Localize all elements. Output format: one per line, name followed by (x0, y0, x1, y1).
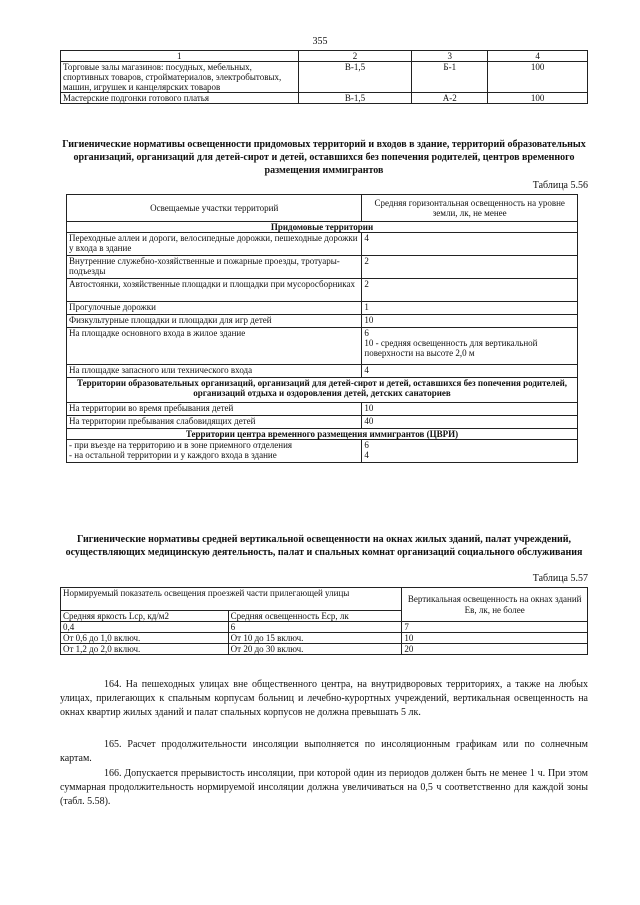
group-row (67, 429, 578, 440)
lux-value: 6 (364, 440, 369, 451)
header-cell: 4 (488, 51, 588, 62)
table-5-56-caption: Таблица 5.56 (532, 180, 588, 191)
group-heading: Территории образовательных организаций, организаций для детей-сирот и детей, оставшихся без попечения родителей, организаций отдыха и оздоровления детей, детских санаториев (67, 378, 578, 403)
lux-value: 2 (362, 279, 578, 302)
area-label: На площадке запасного или технического входа (67, 365, 362, 378)
area-label: - на остальной территории и у каждого входа в здание (69, 450, 277, 461)
table-row (67, 365, 578, 378)
table-row (61, 93, 588, 104)
room-name: Мастерские подгонки готового платья (61, 93, 299, 104)
area-label: Переходные аллеи и дороги, велосипедные дорожки, пешеходные дорожки у входа в здание (67, 233, 362, 256)
cell-value: 7 (402, 622, 588, 633)
lux-value: 10 (362, 403, 578, 416)
lux-value: 1 (362, 302, 578, 315)
lux-value: 4 (362, 233, 578, 256)
paragraph-165 (60, 738, 588, 766)
table-row (67, 328, 578, 365)
cell-value: От 20 до 30 включ. (228, 644, 402, 655)
cell-value: 100 (488, 62, 588, 93)
continuation-table (60, 50, 588, 104)
header-cell: Вертикальная освещенность на окнах зданий Ев, лк, не более (402, 588, 588, 622)
area-label: На территории во время пребывания детей (67, 403, 362, 416)
header-cell: 2 (298, 51, 412, 62)
cell-value: А-2 (412, 93, 488, 104)
header-cell: Освещаемые участки территорий (67, 195, 362, 222)
table-row (61, 62, 588, 93)
lux-value-cell (362, 440, 578, 463)
area-label: Автостоянки, хозяйственные площадки и площадки при мусоросборниках (67, 279, 362, 302)
table-header-row (61, 51, 588, 62)
area-label: Прогулочные дорожки (67, 302, 362, 315)
table-row (67, 403, 578, 416)
paragraph-text: 166. Допускается прерывистость инсоляции, при которой один из периодов должен быть не менее 1 ч. При этом суммарная продолжительность нормируемой инсоляции должна увеличиваться на 0,5 ч соответственно для каждой зоны (табл. 5.58). (60, 768, 588, 808)
paragraph-166 (60, 767, 588, 810)
cell-value: В-1,5 (298, 93, 412, 104)
group-heading: Придомовые территории (67, 222, 578, 233)
table-row (67, 315, 578, 328)
cell-value: 100 (488, 93, 588, 104)
lux-value: 10 (362, 315, 578, 328)
room-name: Торговые залы магазинов: посудных, мебельных, спортивных товаров, стройматериалов, электробытовых, машин, игрушек и канцелярских товаров (61, 62, 299, 93)
header-cell: Средняя яркость Lср, кд/м2 (61, 611, 229, 622)
group-row (67, 378, 578, 403)
area-label: - при въезде на территорию и в зоне приемного отделения (69, 440, 293, 451)
group-heading: Территории центра временного размещения иммигрантов (ЦВРИ) (67, 429, 578, 440)
area-label: На площадке основного входа в жилое здание (67, 328, 362, 365)
table-row (67, 233, 578, 256)
header-cell: Средняя горизонтальная освещенность на уровне земли, лк, не менее (362, 195, 578, 222)
cell-value: 10 (402, 633, 588, 644)
cell-value: 20 (402, 644, 588, 655)
table-5-57 (60, 587, 588, 655)
lux-value: 6 (364, 328, 369, 339)
lux-value: 40 (362, 416, 578, 429)
table-row (67, 256, 578, 279)
table-header-row (67, 195, 578, 222)
table-header-row (61, 588, 588, 611)
cell-value: От 10 до 15 включ. (228, 633, 402, 644)
area-label: Физкультурные площадки и площадки для игр детей (67, 315, 362, 328)
cell-value: Б-1 (412, 62, 488, 93)
table-5-57-caption: Таблица 5.57 (532, 573, 588, 584)
table-row (67, 302, 578, 315)
group-row (67, 222, 578, 233)
header-cell: 1 (61, 51, 299, 62)
table-row (67, 416, 578, 429)
table-5-56 (66, 194, 578, 463)
cell-value: В-1,5 (298, 62, 412, 93)
lux-value: 4 (362, 365, 578, 378)
lux-note: 10 - средняя освещенность для вертикальной поверхности на высоте 2,0 м (364, 338, 538, 359)
cell-value: От 0,6 до 1,0 включ. (61, 633, 229, 644)
paragraph-164 (60, 678, 588, 721)
table-5-57-heading: Гигиенические нормативы средней вертикальной освещенности на окнах жилых зданий, палат учреждений, осуществляющих медицинскую деятельность, палат и спальных комнат организаций социального обслуживания (65, 534, 583, 559)
paragraph-text: 165. Расчет продолжительности инсоляции выполняется по инсоляционным графикам или по солнечным картам. (60, 739, 588, 765)
cell-value: От 1,2 до 2,0 включ. (61, 644, 229, 655)
lux-value: 2 (362, 256, 578, 279)
area-label-cell (67, 440, 362, 463)
area-label: Внутренние служебно-хозяйственные и пожарные проезды, тротуары-подъезды (67, 256, 362, 279)
area-label: На территории пребывания слабовидящих детей (67, 416, 362, 429)
header-cell: Средняя освещенность Еср, лк (228, 611, 402, 622)
table-5-56-heading: Гигиенические нормативы освещенности придомовых территорий и входов в здание, территорий образовательных организаций, организаций для детей-сирот и детей, оставшихся без попечения родителей, центров временного размещения иммигрантов (62, 139, 586, 177)
table-row (67, 440, 578, 463)
table-row (61, 633, 588, 644)
paragraph-text: 164. На пешеходных улицах вне общественного центра, на внутридворовых территориях, а также на любых улицах, прилегающих к спальным корпусам больниц и лечебно-курортных учреждений, вертикальная освещенность на окнах квартир жилых зданий и палат спальных корпусов не должна превышать 5 лк. (60, 679, 588, 719)
page-number: 355 (312, 36, 328, 47)
table-row (67, 279, 578, 302)
header-cell: Нормируемый показатель освещения проезжей части прилегающей улицы (61, 588, 402, 611)
header-cell: 3 (412, 51, 488, 62)
lux-value-cell (362, 328, 578, 365)
cell-value: 6 (228, 622, 402, 633)
cell-value: 0,4 (61, 622, 229, 633)
lux-value: 4 (364, 450, 369, 461)
table-row (61, 644, 588, 655)
table-row (61, 622, 588, 633)
